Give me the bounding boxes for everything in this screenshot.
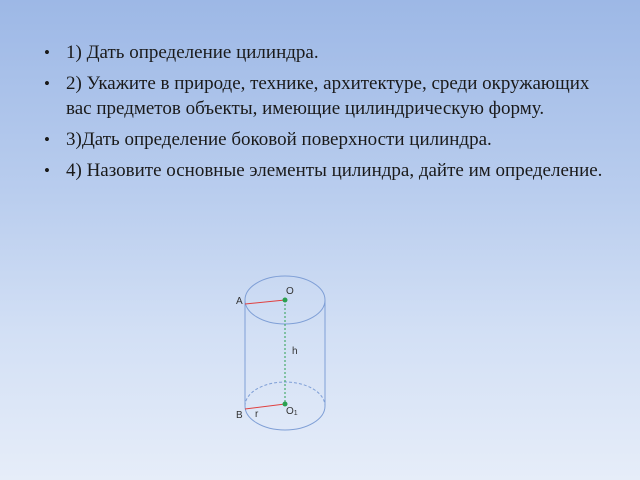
- bullet-text-2: 2) Укажите в природе, технике, архитектуре, среди окружающих вас предметов объекты, имеющие цилиндрическую форму.: [66, 73, 590, 119]
- label-bottom-center-main: O: [286, 406, 294, 417]
- label-bottom-center: [286, 406, 298, 417]
- label-radius: r: [255, 409, 259, 420]
- label-bottom-center-sub: 1: [293, 410, 298, 417]
- bullet-icon: •: [44, 161, 50, 180]
- top-radius-line: [245, 300, 285, 304]
- label-top-center: O: [286, 286, 294, 297]
- label-point-b: B: [236, 410, 243, 421]
- bullet-text-4: 4) Назовите основные элементы цилиндра, дайте им определение.: [66, 160, 603, 181]
- label-point-a: A: [236, 296, 243, 307]
- bullet-icon: •: [44, 130, 50, 149]
- bullet-item-2: [44, 71, 604, 121]
- bullet-text-1: 1) Дать определение цилиндра.: [66, 42, 319, 63]
- label-height: h: [292, 346, 298, 357]
- cylinder-diagram: [228, 268, 348, 438]
- bullet-text-3: 3)Дать определение боковой поверхности цилиндра.: [66, 129, 492, 150]
- bullet-item-4: [44, 158, 604, 183]
- bottom-radius-line: [245, 404, 285, 409]
- top-center-point: [283, 298, 288, 303]
- bullet-icon: •: [44, 74, 50, 93]
- bullet-list: [44, 40, 604, 189]
- bullet-item-3: [44, 127, 604, 152]
- bullet-item-1: [44, 40, 604, 65]
- bullet-icon: •: [44, 43, 50, 62]
